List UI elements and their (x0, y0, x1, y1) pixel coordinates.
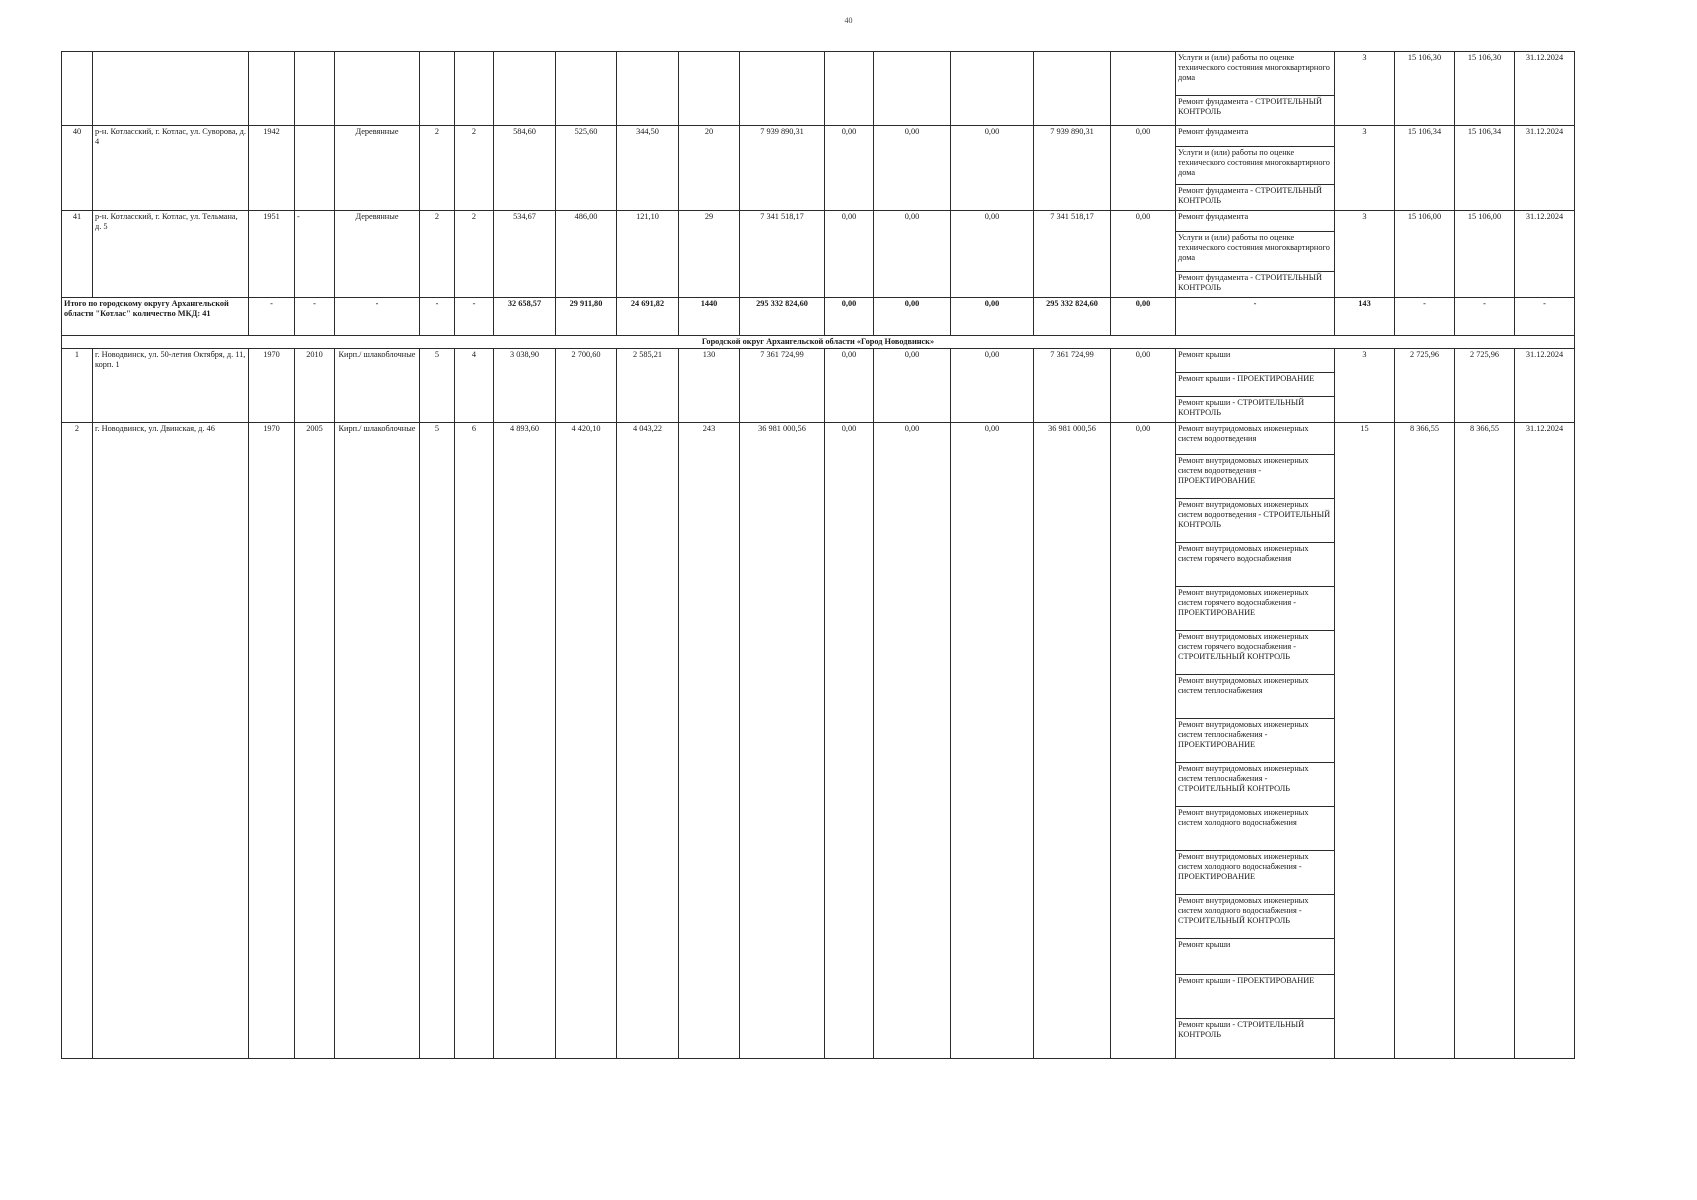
work-type: Услуги и (или) работы по оценке технического состояния многоквартирного дома (1176, 147, 1335, 185)
total-work-count: 143 (1335, 298, 1395, 336)
last-repair-year: 2005 (295, 423, 335, 1059)
total-owner-funds: 295 332 824,60 (1034, 298, 1111, 336)
work-type: Ремонт внутридомовых инженерных систем холодного водоснабжения - ПРОЕКТИРОВАНИЕ (1176, 851, 1335, 895)
residential-area: 344,50 (617, 126, 679, 211)
row-number: 40 (62, 126, 93, 211)
residential-area: 2 585,21 (617, 349, 679, 423)
fund-source-3: 0,00 (951, 126, 1034, 211)
table-row (62, 126, 1575, 147)
fund-source-4: 0,00 (1111, 126, 1176, 211)
total-cost: 7 361 724,99 (740, 349, 825, 423)
owner-funds: 7 361 724,99 (1034, 349, 1111, 423)
commission-year: 1951 (249, 211, 295, 298)
unit-cost-limit: 15 106,34 (1455, 126, 1515, 211)
fund-source-1: 0,00 (825, 126, 874, 211)
unit-cost: 15 106,30 (1395, 52, 1455, 126)
fund-source-2: 0,00 (874, 423, 951, 1059)
unit-cost: 2 725,96 (1395, 349, 1455, 423)
work-type: Ремонт внутридомовых инженерных систем теплоснабжения (1176, 675, 1335, 719)
total-cost: 7 341 518,17 (740, 211, 825, 298)
fund-source-2: 0,00 (874, 126, 951, 211)
table-row (62, 211, 1575, 232)
work-type: Ремонт крыши (1176, 939, 1335, 975)
work-type: Ремонт крыши - ПРОЕКТИРОВАНИЕ (1176, 373, 1335, 397)
work-type: Услуги и (или) работы по оценке технического состояния многоквартирного дома (1176, 52, 1335, 96)
fund-source-4: 0,00 (1111, 423, 1176, 1059)
total-dash: - (1455, 298, 1515, 336)
total-cost: 295 332 824,60 (740, 298, 825, 336)
total-fund-3: 0,00 (951, 298, 1034, 336)
section-header-row (62, 336, 1575, 349)
fund-source-3: 0,00 (951, 349, 1034, 423)
wall-material: Кирп./ шлакоблочные (335, 423, 420, 1059)
work-type: Ремонт крыши - СТРОИТЕЛЬНЫЙ КОНТРОЛЬ (1176, 397, 1335, 423)
unit-cost-limit: 8 366,55 (1455, 423, 1515, 1059)
section-title: Городской округ Архангельской области «Город Новодвинск» (62, 336, 1575, 349)
fund-source-3: 0,00 (951, 211, 1034, 298)
residential-area: 121,10 (617, 211, 679, 298)
table-row (62, 349, 1575, 373)
last-repair-year: 2010 (295, 349, 335, 423)
total-dash: - (295, 298, 335, 336)
entrance-count: 4 (455, 349, 494, 423)
fund-source-4: 0,00 (1111, 349, 1176, 423)
repair-program-table (61, 51, 1575, 1059)
entrance-count: 2 (455, 211, 494, 298)
owner-funds: 7 939 890,31 (1034, 126, 1111, 211)
work-count: 3 (1335, 211, 1395, 298)
work-type: Ремонт внутридомовых инженерных систем теплоснабжения - ПРОЕКТИРОВАНИЕ (1176, 719, 1335, 763)
completion-date: 31.12.2024 (1515, 126, 1575, 211)
floor-count: 2 (420, 126, 455, 211)
resident-count: 29 (679, 211, 740, 298)
last-repair-year: - (295, 211, 335, 298)
house-address: р-н. Котласский, г. Котлас, ул. Тельмана, д. 5 (93, 211, 249, 298)
total-dash: - (1515, 298, 1575, 336)
fund-source-4: 0,00 (1111, 211, 1176, 298)
living-area: 4 420,10 (556, 423, 617, 1059)
work-type: Ремонт фундамента - СТРОИТЕЛЬНЫЙ КОНТРОЛЬ (1176, 185, 1335, 211)
house-address: г. Новодвинск, ул. Двинская, д. 46 (93, 423, 249, 1059)
commission-year: 1942 (249, 126, 295, 211)
house-address: г. Новодвинск, ул. 50-летия Октября, д. 11, корп. 1 (93, 349, 249, 423)
work-type: Ремонт внутридомовых инженерных систем холодного водоснабжения (1176, 807, 1335, 851)
wall-material: Деревянные (335, 126, 420, 211)
living-area: 525,60 (556, 126, 617, 211)
completion-date: 31.12.2024 (1515, 349, 1575, 423)
table-row (62, 423, 1575, 455)
work-type: Ремонт фундамента (1176, 126, 1335, 147)
work-type: Ремонт внутридомовых инженерных систем водоотведения (1176, 423, 1335, 455)
unit-cost: 15 106,00 (1395, 211, 1455, 298)
commission-year: 1970 (249, 349, 295, 423)
table-row (62, 52, 1575, 96)
work-type: Ремонт фундамента - СТРОИТЕЛЬНЫЙ КОНТРОЛЬ (1176, 96, 1335, 126)
unit-cost-limit: 2 725,96 (1455, 349, 1515, 423)
total-area: 3 038,90 (494, 349, 556, 423)
unit-cost: 15 106,34 (1395, 126, 1455, 211)
work-count: 3 (1335, 126, 1395, 211)
last-repair-year (295, 126, 335, 211)
row-number: 2 (62, 423, 93, 1059)
work-type: Ремонт внутридомовых инженерных систем теплоснабжения - СТРОИТЕЛЬНЫЙ КОНТРОЛЬ (1176, 763, 1335, 807)
total-area: 32 658,57 (494, 298, 556, 336)
total-fund-1: 0,00 (825, 298, 874, 336)
total-fund-4: 0,00 (1111, 298, 1176, 336)
total-dash: - (249, 298, 295, 336)
living-area: 486,00 (556, 211, 617, 298)
fund-source-1: 0,00 (825, 423, 874, 1059)
work-count: 15 (1335, 423, 1395, 1059)
total-area: 584,60 (494, 126, 556, 211)
total-dash: - (1176, 298, 1335, 336)
unit-cost: 8 366,55 (1395, 423, 1455, 1059)
work-count: 3 (1335, 52, 1395, 126)
total-area: 4 893,60 (494, 423, 556, 1059)
owner-funds: 7 341 518,17 (1034, 211, 1111, 298)
work-type: Ремонт крыши - ПРОЕКТИРОВАНИЕ (1176, 975, 1335, 1019)
work-type: Ремонт внутридомовых инженерных систем горячего водоснабжения - СТРОИТЕЛЬНЫЙ КОНТРОЛЬ (1176, 631, 1335, 675)
completion-date: 31.12.2024 (1515, 211, 1575, 298)
fund-source-3: 0,00 (951, 423, 1034, 1059)
resident-count: 243 (679, 423, 740, 1059)
total-dash: - (1395, 298, 1455, 336)
work-type: Ремонт внутридомовых инженерных систем водоотведения - СТРОИТЕЛЬНЫЙ КОНТРОЛЬ (1176, 499, 1335, 543)
wall-material: Деревянные (335, 211, 420, 298)
entrance-count: 6 (455, 423, 494, 1059)
total-cost: 7 939 890,31 (740, 126, 825, 211)
total-dash: - (335, 298, 420, 336)
work-type: Ремонт внутридомовых инженерных систем горячего водоснабжения (1176, 543, 1335, 587)
work-type: Ремонт крыши (1176, 349, 1335, 373)
total-label: Итого по городскому округу Архангельской области "Котлас" количество МКД: 41 (62, 298, 249, 336)
resident-count: 20 (679, 126, 740, 211)
living-area: 2 700,60 (556, 349, 617, 423)
owner-funds: 36 981 000,56 (1034, 423, 1111, 1059)
fund-source-1: 0,00 (825, 349, 874, 423)
fund-source-1: 0,00 (825, 211, 874, 298)
floor-count: 5 (420, 423, 455, 1059)
work-type: Ремонт внутридомовых инженерных систем водоотведения - ПРОЕКТИРОВАНИЕ (1176, 455, 1335, 499)
work-count: 3 (1335, 349, 1395, 423)
entrance-count: 2 (455, 126, 494, 211)
total-area: 534,67 (494, 211, 556, 298)
fund-source-2: 0,00 (874, 349, 951, 423)
work-type: Услуги и (или) работы по оценке технического состояния многоквартирного дома (1176, 232, 1335, 272)
total-residential-area: 24 691,82 (617, 298, 679, 336)
total-residents: 1440 (679, 298, 740, 336)
total-cost: 36 981 000,56 (740, 423, 825, 1059)
row-number: 41 (62, 211, 93, 298)
completion-date: 31.12.2024 (1515, 52, 1575, 126)
work-type: Ремонт внутридомовых инженерных систем холодного водоснабжения - СТРОИТЕЛЬНЫЙ КОНТРОЛЬ (1176, 895, 1335, 939)
work-type: Ремонт фундамента (1176, 211, 1335, 232)
residential-area: 4 043,22 (617, 423, 679, 1059)
work-type: Ремонт внутридомовых инженерных систем горячего водоснабжения - ПРОЕКТИРОВАНИЕ (1176, 587, 1335, 631)
row-number: 1 (62, 349, 93, 423)
page-number: 40 (844, 16, 853, 25)
total-fund-2: 0,00 (874, 298, 951, 336)
total-living-area: 29 911,80 (556, 298, 617, 336)
unit-cost-limit: 15 106,00 (1455, 211, 1515, 298)
floor-count: 2 (420, 211, 455, 298)
commission-year: 1970 (249, 423, 295, 1059)
total-row (62, 298, 1575, 336)
house-address: р-н. Котласский, г. Котлас, ул. Суворова, д. 4 (93, 126, 249, 211)
unit-cost-limit: 15 106,30 (1455, 52, 1515, 126)
wall-material: Кирп./ шлакоблочные (335, 349, 420, 423)
total-dash: - (455, 298, 494, 336)
total-dash: - (420, 298, 455, 336)
work-type: Ремонт крыши - СТРОИТЕЛЬНЫЙ КОНТРОЛЬ (1176, 1019, 1335, 1059)
work-type: Ремонт фундамента - СТРОИТЕЛЬНЫЙ КОНТРОЛЬ (1176, 272, 1335, 298)
floor-count: 5 (420, 349, 455, 423)
completion-date: 31.12.2024 (1515, 423, 1575, 1059)
resident-count: 130 (679, 349, 740, 423)
fund-source-2: 0,00 (874, 211, 951, 298)
